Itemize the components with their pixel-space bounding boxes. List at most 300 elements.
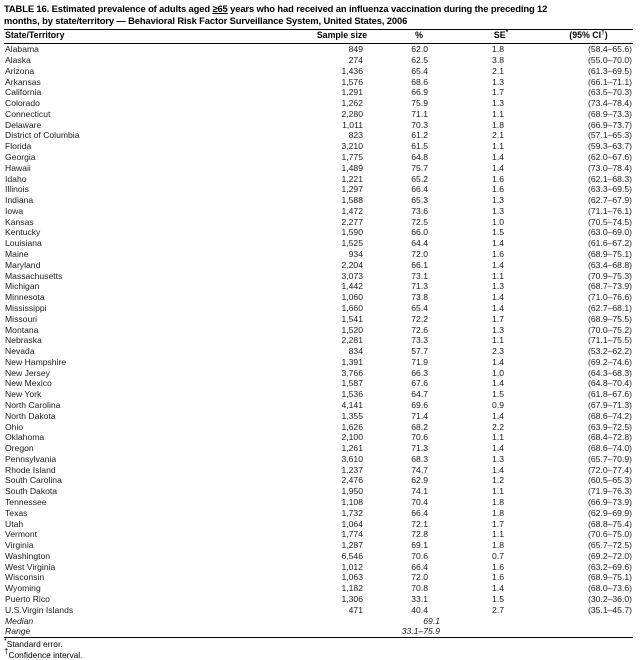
state-name: Minnesota [5, 292, 45, 303]
standard-error-value: 1.0 [492, 216, 504, 227]
percent-value: 71.1 [411, 108, 428, 119]
standard-error-value: 1.6 [492, 572, 504, 583]
state-name: Nevada [5, 346, 35, 357]
sample-size-value: 2,476 [341, 475, 363, 486]
table-row [4, 594, 633, 605]
state-name: Wisconsin [5, 572, 45, 583]
state-name: New Jersey [5, 367, 50, 378]
confidence-interval-value: (64.3–68.3) [588, 367, 632, 378]
sample-size-value: 1,261 [341, 443, 363, 454]
state-name: Texas [5, 507, 28, 518]
standard-error-value: 1.8 [492, 540, 504, 551]
sample-size-value: 1,626 [341, 421, 363, 432]
standard-error-value: 1.6 [492, 184, 504, 195]
standard-error-value: 0.7 [492, 550, 504, 561]
standard-error-value: 1.3 [492, 281, 504, 292]
standard-error-value: 1.1 [492, 141, 504, 152]
sample-size-value: 934 [348, 249, 363, 260]
confidence-interval-value: (68.6–74.2) [588, 410, 632, 421]
sample-size-value: 1,950 [341, 486, 363, 497]
confidence-interval-value: (30.2–36.0) [588, 594, 632, 605]
state-name: Florida [5, 141, 32, 152]
table-row [4, 486, 633, 497]
table-row [4, 475, 633, 486]
table-row [4, 109, 633, 120]
state-name: West Virginia [5, 561, 56, 572]
standard-error-value: 1.3 [492, 195, 504, 206]
standard-error-value: 1.4 [492, 443, 504, 454]
confidence-interval-value: (58.4–65.6) [588, 44, 632, 55]
sample-size-value: 1,489 [341, 162, 363, 173]
summary-sample-blank [304, 616, 380, 627]
state-name: Oklahoma [5, 432, 45, 443]
footnote-marker-asterisk: * [505, 29, 509, 37]
percent-value: 72.0 [411, 249, 428, 260]
footnote-standard-error [4, 639, 633, 649]
confidence-interval-value: (66.1–71.1) [588, 76, 632, 87]
confidence-interval-value: (61.6–67.2) [588, 238, 632, 249]
footnote-confidence-interval-text: Confidence interval. [8, 649, 83, 660]
state-name: Arkansas [5, 76, 41, 87]
table-row [4, 389, 633, 400]
column-header-sample-size: Sample size [316, 30, 368, 41]
confidence-interval-value: (71.9–76.3) [588, 486, 632, 497]
standard-error-value: 1.4 [492, 464, 504, 475]
column-header-confidence-interval [544, 30, 633, 44]
footnotes [4, 639, 633, 660]
state-name: Utah [5, 518, 24, 529]
standard-error-value: 1.1 [492, 270, 504, 281]
standard-error-value: 1.8 [492, 497, 504, 507]
sample-size-value: 1,541 [341, 313, 363, 324]
standard-error-value: 1.3 [492, 98, 504, 109]
percent-value: 67.6 [411, 378, 428, 389]
table-row [4, 227, 633, 238]
standard-error-value: 1.1 [492, 108, 504, 119]
state-name: Arizona [5, 65, 35, 76]
sample-size-value: 1,011 [342, 119, 363, 130]
standard-error-value: 1.1 [492, 432, 504, 443]
state-name: Virginia [5, 540, 34, 551]
column-header-ci-open: (95% CI [569, 30, 602, 41]
table-row [4, 120, 633, 131]
percent-value: 66.4 [411, 184, 428, 195]
table-row [4, 335, 633, 346]
sample-size-value: 1,262 [341, 98, 363, 109]
table-row [4, 217, 633, 228]
standard-error-value: 2.7 [492, 604, 504, 615]
state-name: Kentucky [5, 227, 41, 238]
table-title [4, 3, 633, 27]
standard-error-value: 3.8 [492, 54, 504, 65]
confidence-interval-value: (63.4–68.8) [588, 259, 632, 270]
percent-value: 64.8 [411, 152, 428, 162]
table-row [4, 281, 633, 292]
sample-size-value: 1,775 [341, 152, 363, 162]
standard-error-value: 1.5 [492, 227, 504, 238]
sample-size-value: 1,182 [341, 583, 363, 594]
confidence-interval-value: (72.0–77.4) [588, 464, 632, 475]
state-name: Louisiana [5, 238, 42, 249]
sample-size-value: 2,100 [341, 432, 363, 443]
table-row [4, 432, 633, 443]
standard-error-value: 1.6 [492, 173, 504, 184]
standard-error-value: 1.3 [492, 453, 504, 464]
standard-error-value: 2.1 [492, 65, 504, 76]
footnote-asterisk-icon: * [4, 638, 7, 646]
standard-error-value: 1.7 [492, 87, 504, 98]
state-name: Alabama [5, 44, 39, 55]
confidence-interval-value: (63.2–69.6) [588, 561, 632, 572]
table-row [4, 411, 633, 422]
standard-error-value: 1.6 [492, 249, 504, 260]
percent-value: 73.3 [411, 335, 428, 346]
confidence-interval-value: (66.9–73.9) [588, 497, 632, 507]
column-header-ci-close: ) [604, 30, 608, 41]
summary-row [4, 616, 633, 627]
summary-ci-blank [544, 626, 633, 637]
confidence-interval-value: (65.7–72.5) [588, 540, 632, 551]
table-row [4, 583, 633, 594]
percent-value: 62.0 [411, 44, 428, 55]
summary-row [4, 626, 633, 637]
sample-size-value: 1,588 [341, 195, 363, 206]
table-bottom-rule [4, 637, 633, 638]
table-row [4, 572, 633, 583]
table-body [4, 44, 633, 637]
table-row [4, 465, 633, 476]
table-row [4, 605, 633, 616]
state-name: Missouri [5, 313, 37, 324]
sample-size-value: 1,297 [341, 184, 363, 195]
sample-size-value: 1,012 [341, 561, 363, 572]
state-name: Oregon [5, 443, 34, 454]
standard-error-value: 2.3 [492, 346, 504, 357]
summary-ci-blank [544, 616, 633, 627]
summary-se-blank [458, 626, 544, 637]
table-row [4, 368, 633, 379]
sample-size-value: 1,287 [341, 540, 363, 551]
table-row [4, 303, 633, 314]
table-row [4, 152, 633, 163]
table-row [4, 87, 633, 98]
table-row [4, 163, 633, 174]
state-name: New Hampshire [5, 356, 67, 367]
table-row [4, 141, 633, 152]
sample-size-value: 1,237 [341, 464, 363, 475]
percent-value: 61.2 [411, 130, 428, 141]
standard-error-value: 1.8 [492, 44, 504, 55]
state-name: Pennsylvania [5, 453, 57, 464]
state-name: Delaware [5, 119, 42, 130]
table-row [4, 98, 633, 109]
standard-error-value: 2.1 [492, 130, 504, 141]
percent-value: 66.9 [411, 87, 428, 98]
standard-error-value: 2.2 [492, 421, 504, 432]
table-row [4, 44, 633, 55]
state-name: Massachusetts [5, 270, 63, 281]
percent-value: 57.7 [411, 346, 428, 357]
confidence-interval-value: (62.1–68.3) [588, 173, 632, 184]
state-name: North Dakota [5, 410, 56, 421]
state-name: Connecticut [5, 108, 51, 119]
sample-size-value: 1,525 [341, 238, 363, 249]
state-name: Rhode Island [5, 464, 56, 475]
state-name: North Carolina [5, 399, 61, 410]
percent-value: 71.4 [411, 410, 428, 421]
standard-error-value: 1.5 [492, 389, 504, 400]
confidence-interval-value: (70.0–75.2) [588, 324, 632, 335]
table-row [4, 238, 633, 249]
standard-error-value: 1.2 [492, 475, 504, 486]
confidence-interval-value: (70.5–74.5) [588, 216, 632, 227]
table-row [4, 529, 633, 540]
confidence-interval-value: (62.7–68.1) [588, 302, 632, 313]
standard-error-value: 1.3 [492, 76, 504, 87]
percent-value: 73.8 [411, 292, 428, 303]
footnote-dagger-icon: † [4, 646, 9, 656]
confidence-interval-value: (67.9–71.3) [588, 399, 632, 410]
state-name: Iowa [5, 205, 24, 216]
confidence-interval-value: (62.7–67.9) [588, 195, 632, 206]
sample-size-value: 3,073 [341, 270, 363, 281]
confidence-interval-value: (62.9–69.9) [588, 507, 632, 518]
confidence-interval-value: (71.1–76.1) [588, 205, 632, 216]
state-name: Alaska [5, 54, 31, 65]
confidence-interval-value: (63.9–72.5) [588, 421, 632, 432]
percent-value: 71.9 [411, 356, 428, 367]
percent-value: 66.3 [411, 367, 428, 378]
sample-size-value: 3,766 [341, 367, 363, 378]
standard-error-value: 1.8 [492, 507, 504, 518]
sample-size-value: 1,774 [341, 529, 363, 540]
sample-size-value: 4,141 [341, 399, 363, 410]
confidence-interval-value: (71.1–75.5) [588, 335, 632, 346]
percent-value: 75.7 [411, 162, 428, 173]
prevalence-table [4, 29, 633, 637]
percent-value: 74.7 [411, 464, 428, 475]
state-name: Maine [5, 249, 29, 260]
table-row [4, 562, 633, 573]
sample-size-value: 2,204 [341, 259, 363, 270]
sample-size-value: 1,355 [341, 410, 363, 421]
summary-sample-blank [304, 626, 380, 637]
table-header [4, 30, 633, 44]
state-name: Nebraska [5, 335, 42, 346]
sample-size-value: 1,590 [341, 227, 363, 238]
sample-size-value: 1,391 [341, 356, 363, 367]
percent-value: 75.9 [411, 98, 428, 109]
sample-size-value: 2,277 [341, 216, 363, 227]
standard-error-value: 1.7 [492, 313, 504, 324]
confidence-interval-value: (65.7–70.9) [588, 453, 632, 464]
sample-size-value: 1,291 [341, 87, 363, 98]
percent-value: 72.5 [411, 216, 428, 227]
sample-size-value: 1,060 [341, 292, 363, 303]
table-row [4, 249, 633, 260]
state-name: Ohio [5, 421, 24, 432]
column-header-standard-error [458, 30, 544, 44]
confidence-interval-value: (68.9–75.1) [588, 249, 632, 260]
footnote-marker-dagger: † [601, 29, 605, 37]
table-row [4, 551, 633, 562]
confidence-interval-value: (57.1–65.3) [588, 130, 632, 141]
percent-value: 65.4 [411, 65, 428, 76]
summary-value: 69.1 [423, 615, 440, 626]
sample-size-value: 1,064 [341, 518, 363, 529]
table-row [4, 422, 633, 433]
percent-value: 66.1 [411, 259, 428, 270]
state-name: Mississippi [5, 302, 47, 313]
percent-value: 65.4 [411, 302, 428, 313]
sample-size-value: 1,587 [341, 378, 363, 389]
confidence-interval-value: (68.7–73.9) [588, 281, 632, 292]
table-row [4, 130, 633, 141]
confidence-interval-value: (68.9–73.3) [588, 108, 632, 119]
confidence-interval-value: (73.0–78.4) [588, 162, 632, 173]
table-row [4, 443, 633, 454]
confidence-interval-value: (69.2–72.0) [588, 550, 632, 561]
sample-size-value: 1,221 [341, 173, 363, 184]
state-name: Hawaii [5, 162, 31, 173]
percent-value: 33.1 [411, 594, 428, 605]
sample-size-value: 1,536 [341, 389, 363, 400]
standard-error-value: 1.1 [492, 335, 504, 346]
table-row [4, 206, 633, 217]
state-name: Wyoming [5, 583, 41, 594]
percent-value: 70.3 [411, 119, 428, 130]
confidence-interval-value: (60.5–65.3) [588, 475, 632, 486]
table-row [4, 271, 633, 282]
percent-value: 70.8 [411, 583, 428, 594]
sample-size-value: 1,442 [341, 281, 363, 292]
sample-size-value: 1,520 [341, 324, 363, 335]
percent-value: 72.8 [411, 529, 428, 540]
standard-error-value: 1.4 [492, 162, 504, 173]
confidence-interval-value: (62.0–67.6) [588, 152, 632, 162]
confidence-interval-value: (61.3–69.5) [588, 65, 632, 76]
footnote-confidence-interval [4, 646, 633, 660]
sample-size-value: 1,660 [341, 302, 363, 313]
table-row [4, 77, 633, 88]
percent-value: 64.7 [411, 389, 428, 400]
standard-error-value: 1.5 [492, 594, 504, 605]
standard-error-value: 0.9 [492, 399, 504, 410]
state-name: South Carolina [5, 475, 62, 486]
summary-se-blank [458, 616, 544, 627]
percent-value: 72.6 [411, 324, 428, 335]
percent-value: 64.4 [411, 238, 428, 249]
percent-value: 61.5 [411, 141, 428, 152]
standard-error-value: 1.3 [492, 324, 504, 335]
percent-value: 65.2 [411, 173, 428, 184]
percent-value: 71.3 [411, 281, 428, 292]
confidence-interval-value: (70.9–75.3) [588, 270, 632, 281]
confidence-interval-value: (68.9–75.1) [588, 572, 632, 583]
state-name: New York [5, 389, 42, 400]
sample-size-value: 3,210 [341, 141, 363, 152]
column-header-se-text: SE [493, 30, 506, 41]
percent-value: 66.4 [411, 507, 428, 518]
state-name: Tennessee [5, 497, 47, 507]
standard-error-value: 1.4 [492, 302, 504, 313]
table-row [4, 508, 633, 519]
table-row [4, 346, 633, 357]
standard-error-value: 1.4 [492, 356, 504, 367]
standard-error-value: 1.1 [492, 529, 504, 540]
percent-value: 68.3 [411, 453, 428, 464]
sample-size-value: 6,546 [341, 550, 363, 561]
state-name: Maryland [5, 259, 41, 270]
confidence-interval-value: (70.6–75.0) [588, 529, 632, 540]
table-row [4, 540, 633, 551]
sample-size-value: 849 [348, 44, 363, 55]
state-name: Kansas [5, 216, 34, 227]
standard-error-value: 1.4 [492, 410, 504, 421]
confidence-interval-value: (73.4–78.4) [588, 98, 632, 109]
sample-size-value: 2,281 [341, 335, 363, 346]
confidence-interval-value: (71.0–76.6) [588, 292, 632, 303]
confidence-interval-value: (63.3–69.5) [588, 184, 632, 195]
sample-size-value: 1,576 [341, 76, 363, 87]
sample-size-value: 1,108 [341, 497, 363, 507]
column-header-percent: % [415, 30, 423, 41]
confidence-interval-value: (63.5–70.3) [588, 87, 632, 98]
sample-size-value: 2,280 [341, 108, 363, 119]
confidence-interval-value: (68.8–75.4) [588, 518, 632, 529]
percent-value: 62.9 [411, 475, 428, 486]
state-name: Montana [5, 324, 39, 335]
standard-error-value: 1.4 [492, 583, 504, 594]
state-name: Washington [5, 550, 51, 561]
sample-size-value: 1,436 [341, 65, 363, 76]
confidence-interval-value: (68.0–73.6) [588, 583, 632, 594]
percent-value: 66.4 [411, 561, 428, 572]
table-row [4, 400, 633, 411]
confidence-interval-value: (68.9–75.5) [588, 313, 632, 324]
confidence-interval-value: (68.4–72.8) [588, 432, 632, 443]
confidence-interval-value: (55.0–70.0) [588, 54, 632, 65]
state-name: South Dakota [5, 486, 58, 497]
sample-size-value: 1,063 [341, 572, 363, 583]
standard-error-value: 1.0 [492, 367, 504, 378]
table-row [4, 195, 633, 206]
table-row [4, 357, 633, 368]
sample-size-value: 471 [348, 604, 363, 615]
percent-value: 66.0 [411, 227, 428, 238]
table-row [4, 55, 633, 66]
confidence-interval-value: (53.2–62.2) [588, 346, 632, 357]
standard-error-value: 1.4 [492, 292, 504, 303]
sample-size-value: 1,472 [341, 205, 363, 216]
confidence-interval-value: (59.3–63.7) [588, 141, 632, 152]
standard-error-value: 1.6 [492, 561, 504, 572]
table-title-line1-prefix: TABLE 16. Estimated prevalence of adults aged [4, 3, 213, 14]
table-row [4, 292, 633, 303]
standard-error-value: 1.4 [492, 238, 504, 249]
percent-value: 73.1 [411, 270, 428, 281]
confidence-interval-value: (64.8–70.4) [588, 378, 632, 389]
confidence-interval-value: (68.6–74.0) [588, 443, 632, 454]
percent-value: 70.6 [411, 432, 428, 443]
state-name: District of Columbia [5, 130, 80, 141]
sample-size-value: 3,610 [341, 453, 363, 464]
sample-size-value: 1,306 [341, 594, 363, 605]
percent-value: 69.1 [411, 540, 428, 551]
table-row [4, 454, 633, 465]
summary-label: Median [5, 615, 34, 626]
percent-value: 65.3 [411, 195, 428, 206]
